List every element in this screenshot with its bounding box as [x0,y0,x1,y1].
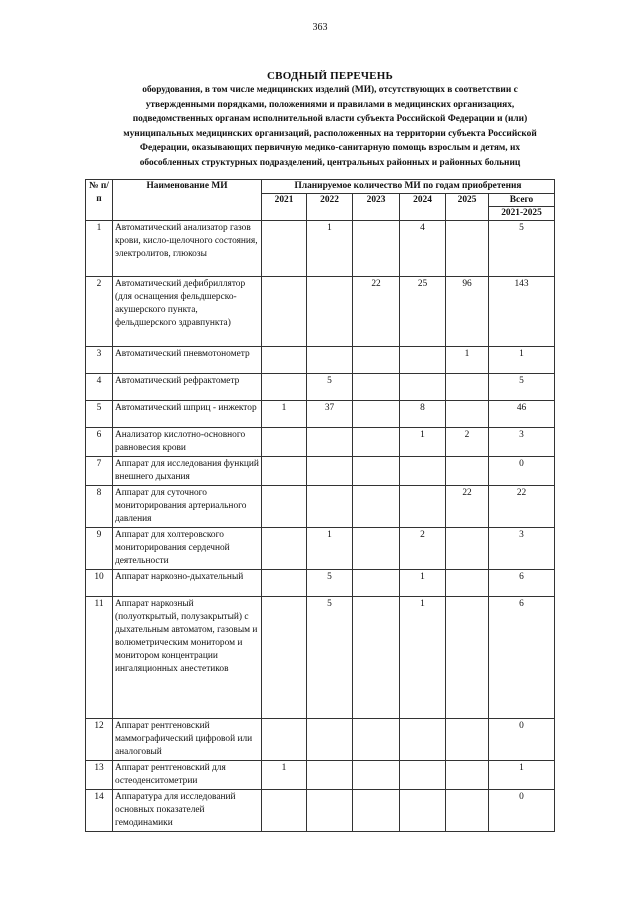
cell-total: 5 [489,220,555,276]
row-name: Аппарат для холтеровского мониторирования сердечной деятельности [113,527,262,569]
cell-2024 [400,456,446,485]
cell-2025: 96 [446,276,489,346]
cell-2022: 5 [307,596,353,718]
row-name: Анализатор кислотно-основного равновесия крови [113,427,262,456]
cell-2025: 22 [446,485,489,527]
table-row [86,220,555,276]
cell-2021 [262,456,307,485]
cell-2023 [353,760,400,789]
cell-2021 [262,718,307,760]
cell-2025 [446,569,489,596]
table-row [86,456,555,485]
cell-2023 [353,373,400,400]
cell-total: 5 [489,373,555,400]
table-row [86,760,555,789]
table-row [86,596,555,718]
header-year: 2021 [262,193,307,220]
cell-total: 46 [489,400,555,427]
cell-2023 [353,596,400,718]
row-number: 11 [86,596,113,718]
cell-2024 [400,760,446,789]
row-number: 4 [86,373,113,400]
cell-total: 0 [489,456,555,485]
row-number: 3 [86,346,113,373]
cell-2023 [353,220,400,276]
cell-2024: 1 [400,569,446,596]
cell-total: 3 [489,527,555,569]
header-total: Всего [489,193,555,207]
cell-2023 [353,485,400,527]
cell-2023 [353,789,400,831]
cell-2022 [307,760,353,789]
cell-2025 [446,220,489,276]
cell-2022 [307,427,353,456]
row-number: 8 [86,485,113,527]
subtitle-line: подведомственных органам исполнительной власти субъекта Российской Федерации и (или) [132,114,528,125]
row-name: Аппарат для суточного мониторирования артериального давления [113,485,262,527]
cell-2025 [446,789,489,831]
row-name: Автоматический анализатор газов крови, кисло-щелочного состояния, электролитов, глюкозы [113,220,262,276]
cell-total: 6 [489,596,555,718]
cell-2021 [262,485,307,527]
cell-total: 143 [489,276,555,346]
document-title: СВОДНЫЙ ПЕРЕЧЕНЬ [267,70,393,82]
header-name: Наименование МИ [113,180,262,221]
table-row [86,527,555,569]
cell-2021 [262,346,307,373]
cell-2022 [307,276,353,346]
cell-2024: 8 [400,400,446,427]
row-number: 1 [86,220,113,276]
cell-2022: 1 [307,527,353,569]
header-total-range: 2021-2025 [489,207,555,221]
row-name: Аппарат рентгеновский маммографический цифровой или аналоговый [113,718,262,760]
cell-total: 1 [489,760,555,789]
cell-total: 6 [489,569,555,596]
row-name: Аппаратура для исследований основных показателей гемодинамики [113,789,262,831]
cell-2024 [400,718,446,760]
page-number: 363 [312,22,328,33]
cell-2025 [446,456,489,485]
table-row [86,485,555,527]
document-heading [80,70,580,171]
row-name: Аппарат наркозно-дыхательный [113,569,262,596]
cell-2023 [353,400,400,427]
cell-2024 [400,485,446,527]
table-row [86,276,555,346]
cell-2025: 1 [446,346,489,373]
cell-2021 [262,527,307,569]
row-number: 13 [86,760,113,789]
cell-2023 [353,456,400,485]
row-name: Аппарат рентгеновский для остеоденситометрии [113,760,262,789]
cell-2021 [262,596,307,718]
cell-2021 [262,220,307,276]
cell-2021 [262,569,307,596]
table-row [86,373,555,400]
cell-total: 1 [489,346,555,373]
cell-2022 [307,456,353,485]
table-row [86,718,555,760]
cell-2023 [353,569,400,596]
cell-2022 [307,789,353,831]
cell-2024 [400,789,446,831]
cell-2024 [400,346,446,373]
cell-2022: 37 [307,400,353,427]
cell-2021: 1 [262,400,307,427]
cell-2025 [446,400,489,427]
cell-total: 3 [489,427,555,456]
cell-2022 [307,485,353,527]
cell-2023 [353,427,400,456]
cell-2025 [446,527,489,569]
cell-total: 22 [489,485,555,527]
cell-2022 [307,718,353,760]
cell-2021: 1 [262,760,307,789]
row-name: Автоматический рефрактометр [113,373,262,400]
cell-2025 [446,373,489,400]
subtitle-line: утвержденными порядками, положениями и правилами в медицинских организациях, [145,99,515,110]
row-name: Автоматический шприц - инжектор [113,400,262,427]
row-number: 9 [86,527,113,569]
row-number: 7 [86,456,113,485]
header-year: 2024 [400,193,446,220]
cell-2022 [307,346,353,373]
row-number: 12 [86,718,113,760]
header-year: 2023 [353,193,400,220]
header-number: № п/п [86,180,113,221]
header-plan: Планируемое количество МИ по годам приобретения [262,180,555,194]
header-year: 2025 [446,193,489,220]
cell-2023: 22 [353,276,400,346]
cell-2021 [262,427,307,456]
row-number: 6 [86,427,113,456]
row-number: 10 [86,569,113,596]
cell-2023 [353,718,400,760]
document-subtitle [80,83,580,171]
cell-2022: 5 [307,569,353,596]
row-number: 14 [86,789,113,831]
table-row [86,427,555,456]
row-number: 5 [86,400,113,427]
row-name: Автоматический пневмотонометр [113,346,262,373]
cell-2022: 5 [307,373,353,400]
equipment-table [85,179,555,832]
row-name: Аппарат для исследования функций внешнего дыхания [113,456,262,485]
subtitle-line: обособленных структурных подразделений, центральных районных и районных больниц [139,157,521,168]
cell-2024: 1 [400,427,446,456]
subtitle-line: оборудования, в том числе медицинских изделий (МИ), отсутствующих в соответствии с [142,85,518,95]
cell-2024: 4 [400,220,446,276]
cell-total: 0 [489,718,555,760]
cell-2022: 1 [307,220,353,276]
row-name: Аппарат наркозный (полуоткрытый, полузакрытый) с дыхательным автоматом, газовым и волюметрическим монитором и монитором концентрации ингаляционных анестетиков [113,596,262,718]
cell-2021 [262,373,307,400]
cell-2024: 25 [400,276,446,346]
row-number: 2 [86,276,113,346]
subtitle-line: муниципальных медицинских организаций, расположенных на территории субъекта Российской [123,128,537,139]
cell-2024 [400,373,446,400]
cell-2023 [353,527,400,569]
cell-2025 [446,718,489,760]
subtitle-line: Федерации, оказывающих первичную медико-санитарную помощь взрослым и детям, их [139,143,521,154]
cell-2025 [446,596,489,718]
row-name: Автоматический дефибриллятор (для оснащения фельдшерско-акушерского пункта, фельдшерского здравпункта) [113,276,262,346]
cell-2021 [262,789,307,831]
cell-2023 [353,346,400,373]
table-row [86,346,555,373]
cell-2025: 2 [446,427,489,456]
header-year: 2022 [307,193,353,220]
table-row [86,400,555,427]
cell-2025 [446,760,489,789]
cell-2021 [262,276,307,346]
cell-total: 0 [489,789,555,831]
cell-2024: 2 [400,527,446,569]
cell-2024: 1 [400,596,446,718]
table-row [86,789,555,831]
table-row [86,569,555,596]
